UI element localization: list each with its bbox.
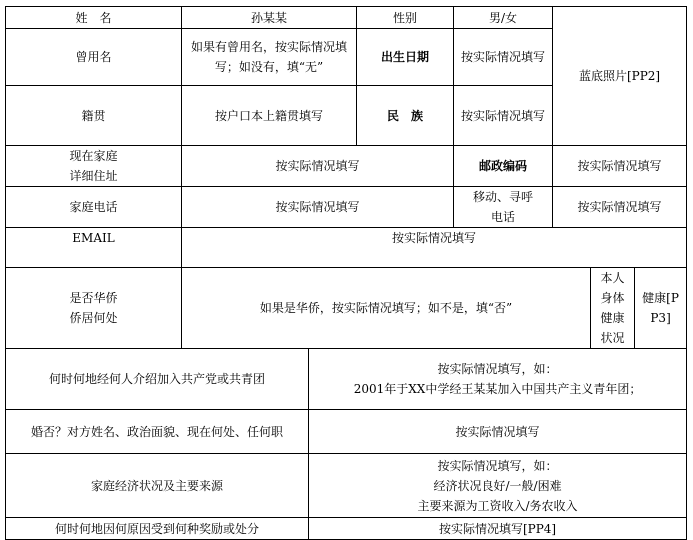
ethnic-label: 民 族 xyxy=(357,86,454,146)
mobile-phone-label: 移动、寻呼 电话 xyxy=(454,187,553,228)
overseas-label: 是否华侨 侨居何处 xyxy=(6,268,182,349)
party-join-label: 何时何地经何人介绍加入共产党或共青团 xyxy=(6,349,309,410)
marriage-value[interactable]: 按实际情况填写 xyxy=(309,410,687,454)
email-value[interactable]: 按实际情况填写 xyxy=(182,228,687,268)
personal-info-form xyxy=(5,6,687,540)
ethnic-value[interactable]: 按实际情况填写 xyxy=(454,86,553,146)
name-label: 姓 名 xyxy=(6,7,182,29)
home-phone-value[interactable]: 按实际情况填写 xyxy=(182,187,454,228)
home-address-label: 现在家庭 详细住址 xyxy=(6,146,182,187)
gender-label: 性别 xyxy=(357,7,454,29)
mobile-phone-value[interactable]: 按实际情况填写 xyxy=(553,187,687,228)
email-label: EMAIL xyxy=(6,228,182,268)
name-value[interactable]: 孙某某 xyxy=(182,7,357,29)
home-phone-label: 家庭电话 xyxy=(6,187,182,228)
family-economy-label: 家庭经济状况及主要来源 xyxy=(6,454,309,518)
former-name-value[interactable]: 如果有曾用名，按实际情况填写；如没有，填“无” xyxy=(182,29,357,86)
marriage-label: 婚否？对方姓名、政治面貌、现在何处、任何职 xyxy=(6,410,309,454)
home-address-value[interactable]: 按实际情况填写 xyxy=(182,146,454,187)
birth-date-value[interactable]: 按实际情况填写 xyxy=(454,29,553,86)
award-value[interactable]: 按实际情况填写[PP4] xyxy=(309,518,687,540)
gender-value[interactable]: 男/女 xyxy=(454,7,553,29)
birth-date-label: 出生日期 xyxy=(357,29,454,86)
family-economy-value[interactable]: 按实际情况填写，如： 经济状况良好/一般/困难 主要来源为工资收入/务农收入 xyxy=(309,454,687,518)
former-name-label: 曾用名 xyxy=(6,29,182,86)
native-place-label: 籍贯 xyxy=(6,86,182,146)
postcode-value[interactable]: 按实际情况填写 xyxy=(553,146,687,187)
postcode-label: 邮政编码 xyxy=(454,146,553,187)
overseas-value[interactable]: 如果是华侨，按实际情况填写；如不是，填“否” xyxy=(182,268,591,349)
party-join-value[interactable]: 按实际情况填写，如： 2001年于XX中学经王某某加入中国共产主义青年团； xyxy=(309,349,687,410)
native-place-value[interactable]: 按户口本上籍贯填写 xyxy=(182,86,357,146)
health-label: 本人身体 健康状况 xyxy=(591,268,635,349)
photo-placeholder[interactable]: 蓝底照片[PP2] xyxy=(553,7,687,146)
health-value[interactable]: 健康[PP3] xyxy=(635,268,687,349)
award-label: 何时何地因何原因受到何种奖励或处分 xyxy=(6,518,309,540)
